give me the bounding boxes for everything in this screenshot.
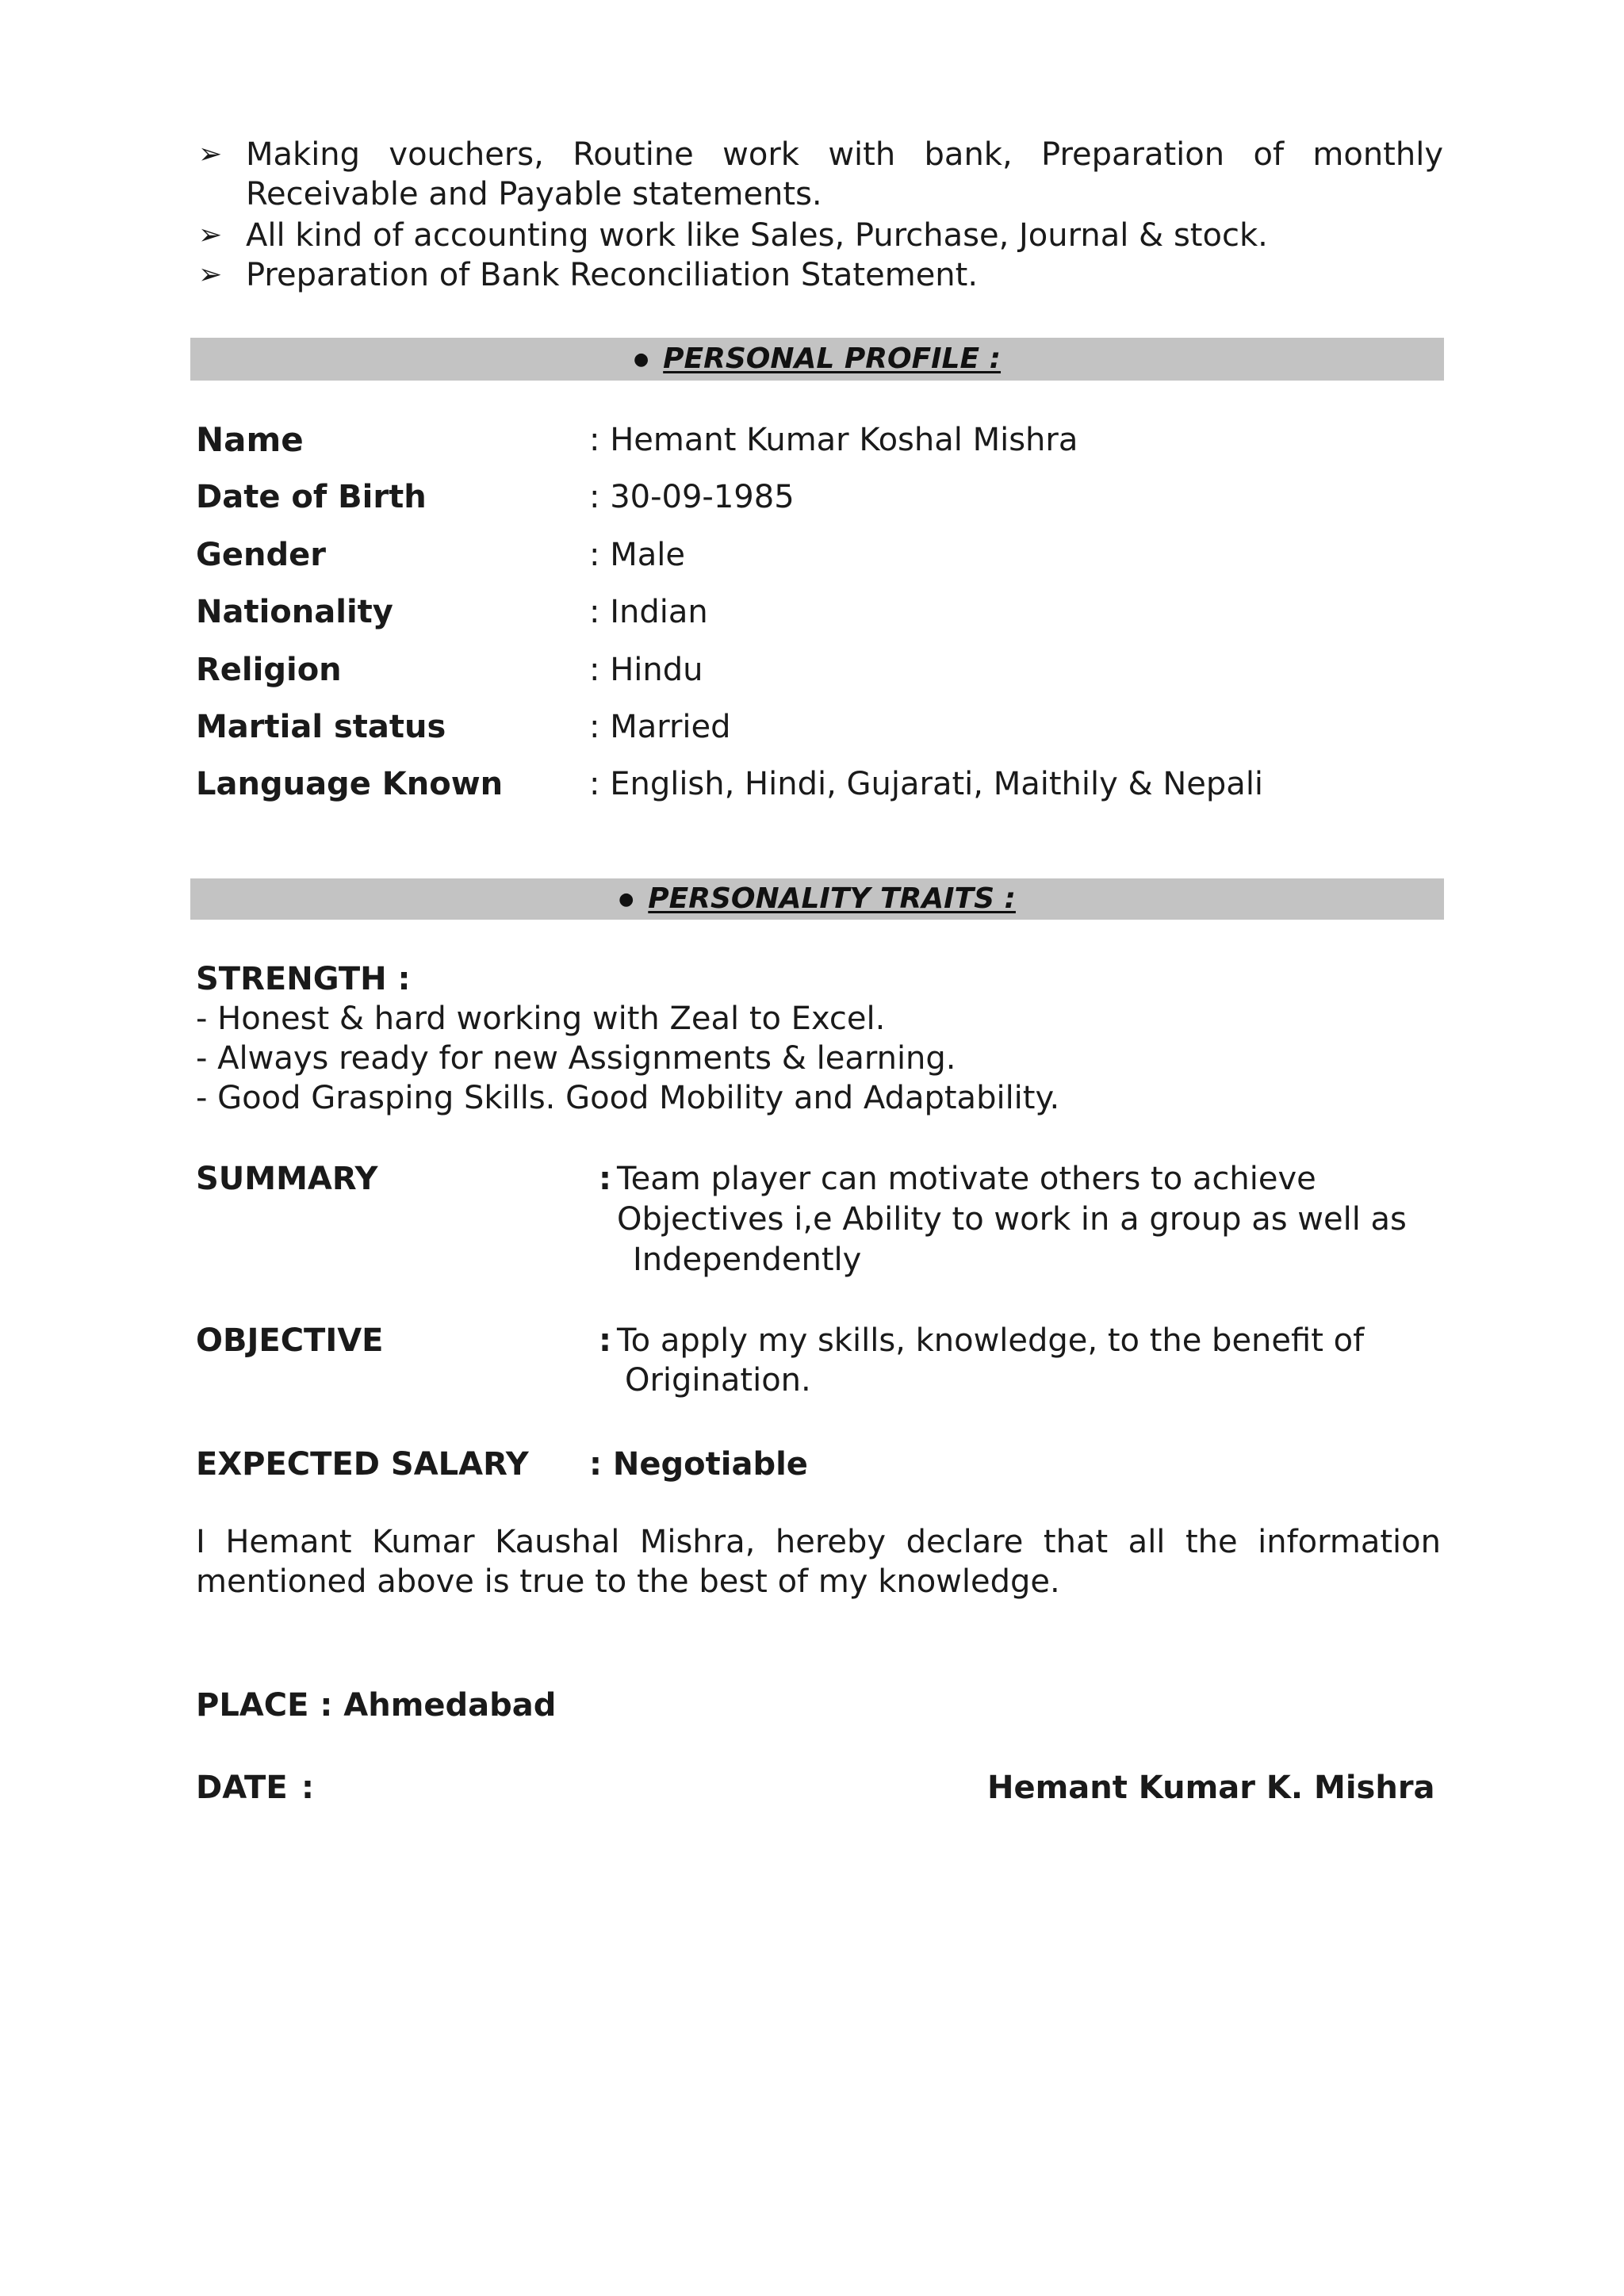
arrow-bullet-icon: ➢ bbox=[198, 219, 223, 251]
summary-line: Objectives i,e Ability to work in a group as well as bbox=[617, 1201, 1407, 1238]
profile-label-marital-status: Martial status bbox=[196, 709, 446, 745]
objective-colon: : bbox=[599, 1322, 611, 1359]
work-bullet-2: All kind of accounting work like Sales, Purchase, Journal & stock. bbox=[246, 217, 1268, 254]
expected-salary-value: : Negotiable bbox=[589, 1446, 808, 1483]
objective-line: Origination. bbox=[625, 1362, 811, 1399]
personal-profile-title: PERSONAL PROFILE : bbox=[663, 342, 1002, 375]
place-line: PLACE : Ahmedabad bbox=[196, 1687, 557, 1724]
personality-traits-header bbox=[190, 878, 1444, 920]
profile-value-dob: : 30-09-1985 bbox=[589, 479, 795, 515]
personal-profile-header bbox=[190, 338, 1444, 381]
strength-item: - Always ready for new Assignments & learning. bbox=[196, 1040, 956, 1077]
profile-value-languages: : English, Hindi, Gujarati, Maithily & Nepali bbox=[589, 766, 1264, 802]
signature-name: Hemant Kumar K. Mishra bbox=[987, 1770, 1435, 1806]
profile-label-dob: Date of Birth bbox=[196, 479, 427, 515]
profile-label-nationality: Nationality bbox=[196, 594, 393, 630]
objective-label: OBJECTIVE bbox=[196, 1322, 384, 1359]
arrow-bullet-icon: ➢ bbox=[198, 138, 223, 170]
profile-value-gender: : Male bbox=[589, 537, 685, 573]
declaration-line2: mentioned above is true to the best of my knowledge. bbox=[196, 1563, 1060, 1600]
profile-label-name: Name bbox=[196, 420, 304, 459]
strength-item: - Honest & hard working with Zeal to Excel. bbox=[196, 1001, 886, 1037]
strength-item: - Good Grasping Skills. Good Mobility and Adaptability. bbox=[196, 1080, 1060, 1116]
profile-value-religion: : Hindu bbox=[589, 652, 703, 688]
work-bullet-1-line2: Receivable and Payable statements. bbox=[246, 176, 822, 212]
profile-label-religion: Religion bbox=[196, 652, 342, 688]
objective-line: To apply my skills, knowledge, to the benefit of bbox=[617, 1322, 1365, 1359]
expected-salary-label: EXPECTED SALARY bbox=[196, 1446, 529, 1483]
profile-value-marital-status: : Married bbox=[589, 709, 731, 745]
declaration-line1: I Hemant Kumar Kaushal Mishra, hereby declare that all the information bbox=[196, 1524, 1441, 1560]
date-colon: : bbox=[301, 1770, 314, 1806]
section-bullet-icon: ● bbox=[633, 350, 649, 369]
summary-label: SUMMARY bbox=[196, 1161, 378, 1197]
date-label: DATE bbox=[196, 1770, 288, 1806]
summary-line: Independently bbox=[633, 1242, 862, 1278]
summary-colon: : bbox=[599, 1161, 611, 1197]
profile-value-name: : Hemant Kumar Koshal Mishra bbox=[589, 422, 1078, 458]
personality-traits-title: PERSONALITY TRAITS : bbox=[648, 882, 1016, 915]
summary-line: Team player can motivate others to achieve bbox=[617, 1161, 1316, 1197]
section-bullet-icon: ● bbox=[619, 890, 634, 909]
work-bullet-1-line1: Making vouchers, Routine work with bank, Preparation of monthly bbox=[246, 136, 1443, 173]
profile-label-gender: Gender bbox=[196, 537, 326, 573]
work-bullet-3: Preparation of Bank Reconciliation Statement. bbox=[246, 257, 979, 293]
arrow-bullet-icon: ➢ bbox=[198, 258, 223, 291]
profile-value-nationality: : Indian bbox=[589, 594, 708, 630]
profile-label-languages: Language Known bbox=[196, 766, 504, 802]
strength-heading: STRENGTH : bbox=[196, 961, 411, 997]
